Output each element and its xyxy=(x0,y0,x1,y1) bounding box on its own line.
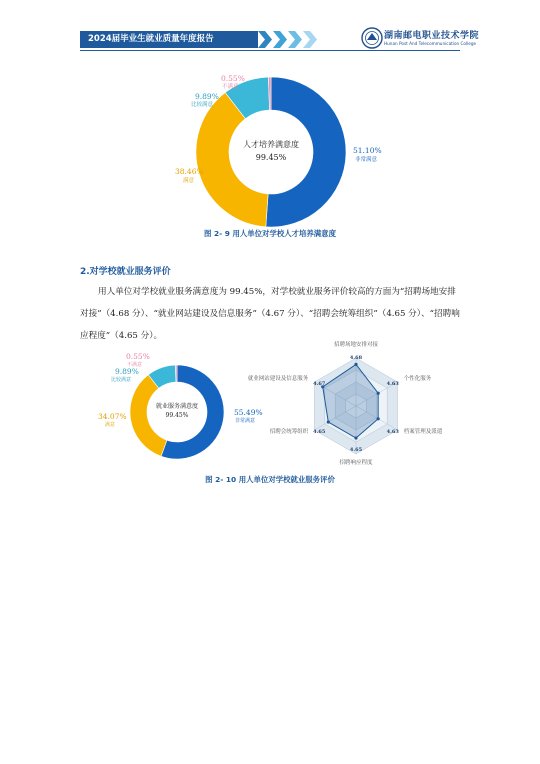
slice-label-pct: 51.10% xyxy=(353,146,382,155)
slice-label-pct: 38.46% xyxy=(175,167,204,176)
section-paragraph: 用人单位对学校就业服务满意度为 99.45%，对学校就业服务评价较高的方面为“招聘场地安排对接”（4.68 分）、“就业网站建设及信息服务”（4.67 分）、“招聘会统筹组织”（4.65 分）、“招聘响应程度”（4.65 分）。 xyxy=(80,287,460,341)
slice-label-pct: 55.49% xyxy=(234,408,263,417)
page-header xyxy=(80,30,480,50)
radar-score-label: 4.65 xyxy=(313,429,326,435)
service-satisfaction-donut-chart xyxy=(95,348,265,460)
slice-label-pct: 9.89% xyxy=(115,367,139,376)
radar-point xyxy=(354,436,357,439)
talent-satisfaction-donut-chart xyxy=(165,64,395,224)
radar-score-label: 4.65 xyxy=(349,447,363,453)
donut-center-value: 99.45% xyxy=(165,412,189,419)
figure-caption: 图 2- 10 用人单位对学校就业服务评价 xyxy=(205,475,335,484)
section-heading: 2.对学校就业服务评价 xyxy=(80,267,171,277)
slice-label-name: 不满意 xyxy=(222,84,239,90)
radar-point xyxy=(377,392,380,395)
slice-label-pct: 34.07% xyxy=(98,412,127,421)
radar-axis-label: 就业网站建设及信息服务 xyxy=(247,376,309,382)
figure-caption: 图 2- 9 用人单位对学校人才培养满意度 xyxy=(204,229,336,238)
radar-axis-label: 档案管理及派遣 xyxy=(403,429,443,435)
school-logo-icon xyxy=(361,27,383,49)
donut-slice xyxy=(130,375,167,456)
slice-label-pct: 0.55% xyxy=(126,352,150,361)
slice-label-name: 比较满意 xyxy=(191,102,214,108)
donut-slice xyxy=(266,77,346,227)
slice-label-name: 非常满意 xyxy=(355,157,378,163)
slice-label-name: 非常满意 xyxy=(235,418,256,424)
donut-center-label: 人才培养满意度 xyxy=(243,140,299,149)
slice-label-name: 满意 xyxy=(105,422,116,428)
donut-slice xyxy=(175,365,177,382)
radar-point xyxy=(354,363,357,366)
radar-axis-label: 招聘场地安排对接 xyxy=(333,342,379,348)
school-name-cn: 湖南邮电职业技术学院 xyxy=(384,31,480,41)
donut-center-value: 99.45% xyxy=(255,153,287,162)
header-title: 2024届毕业生就业质量年度报告 xyxy=(80,31,258,48)
radar-axis-label: 个性化服务 xyxy=(403,376,432,382)
radar-axis-label: 招聘响应程度 xyxy=(339,460,373,466)
slice-label-name: 满意 xyxy=(183,178,195,184)
slice-label-pct: 0.55% xyxy=(221,74,245,83)
slice-label-name: 比较满意 xyxy=(111,377,132,383)
donut-center-label: 就业服务满意度 xyxy=(155,403,199,410)
slice-label-pct: 9.89% xyxy=(195,92,219,101)
radar-score-label: 4.63 xyxy=(386,381,399,387)
radar-score-label: 4.67 xyxy=(313,381,326,387)
header-divider xyxy=(80,50,460,51)
school-name-en: Hunan Post And Telecommunication College xyxy=(384,41,477,46)
chevron-decoration-icon xyxy=(256,31,326,48)
radar-score-label: 4.68 xyxy=(349,355,363,361)
slice-label-name: 不满意 xyxy=(127,362,143,368)
radar-score-label: 4.63 xyxy=(386,429,399,435)
radar-axis-label: 招聘会统筹组织 xyxy=(269,429,309,435)
radar-point xyxy=(377,417,380,420)
radar-point xyxy=(327,420,330,423)
